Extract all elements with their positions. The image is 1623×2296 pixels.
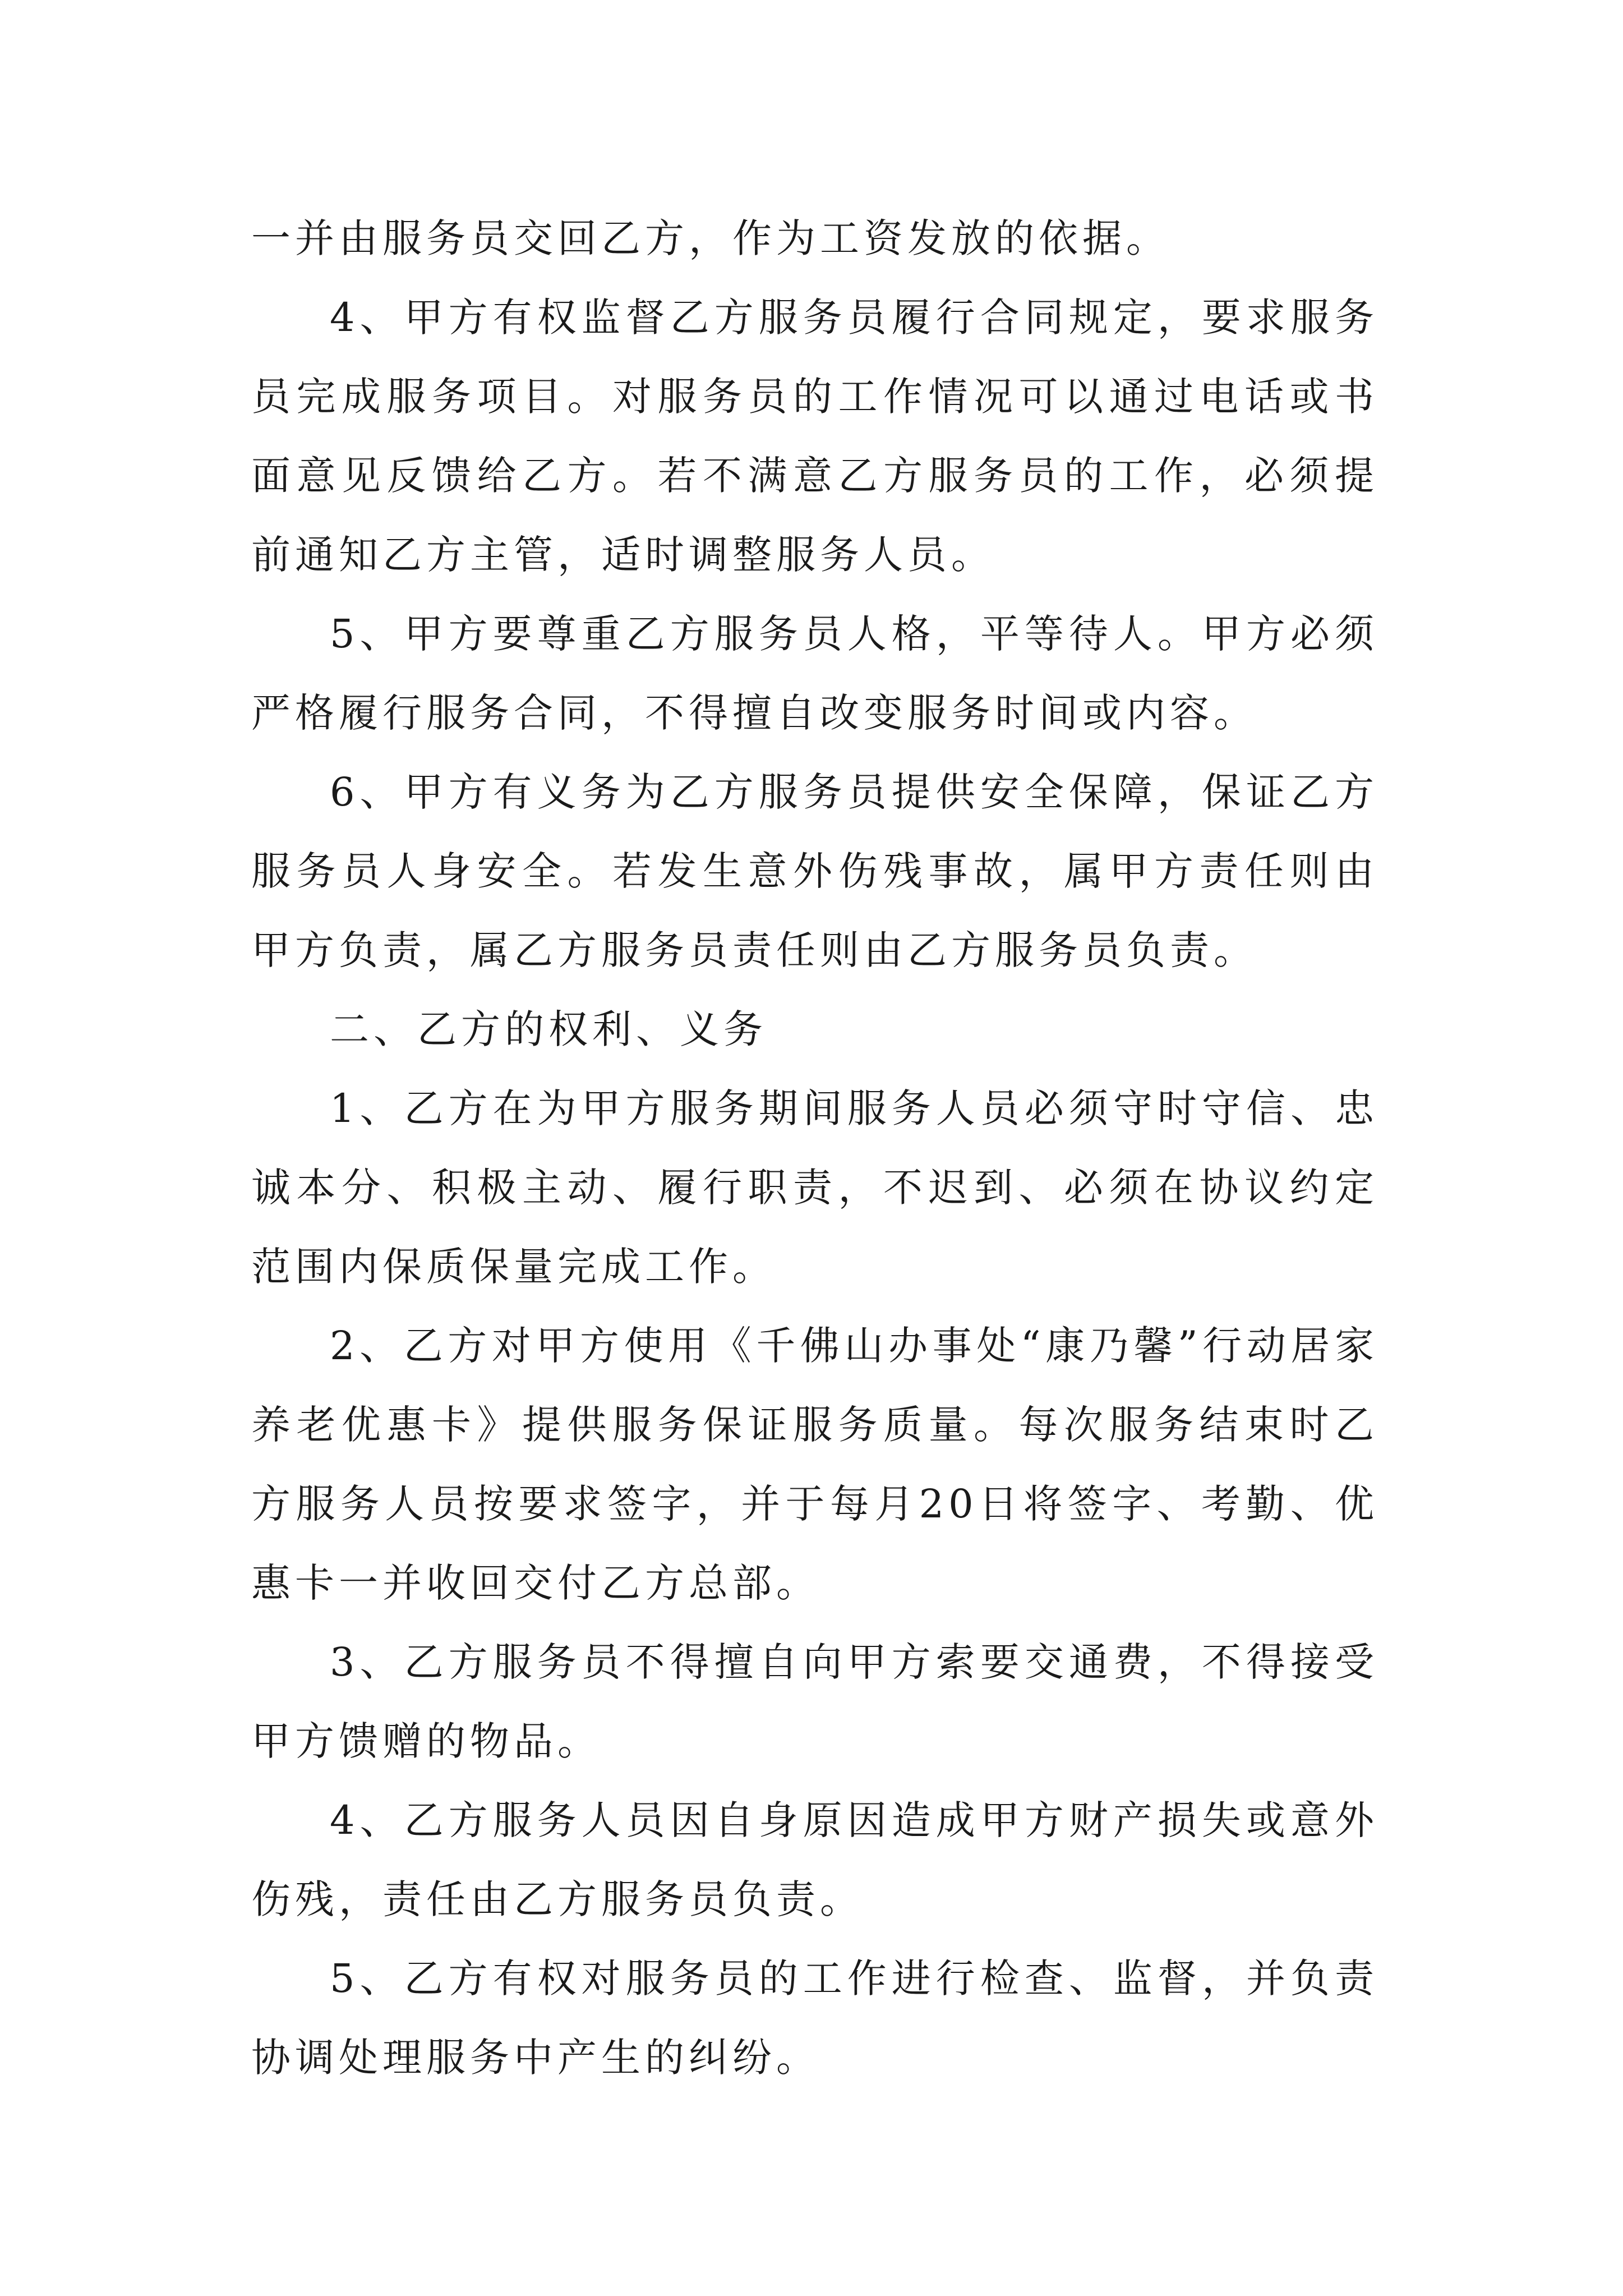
paragraph-party-b-item-2: 2、乙方对甲方使用《千佛山办事处“康乃馨”行动居家养老优惠卡》提供服务保证服务质量。每次服务结束时乙方服务人员按要求签字，并于每月20日将签字、考勤、优惠卡一并收回交付乙方总部。	[251, 1323, 1378, 1606]
paragraph-party-b-item-4: 4、乙方服务人员因自身原因造成甲方财产损失或意外伤残，责任由乙方服务员负责。	[251, 1797, 1378, 1922]
paragraph-party-a-item-4: 4、甲方有权监督乙方服务员履行合同规定，要求服务员完成服务项目。对服务员的工作情况可以通过电话或书面意见反馈给乙方。若不满意乙方服务员的工作，必须提前通知乙方主管，适时调整服务人员。	[251, 295, 1378, 578]
paragraph-party-b-item-3: 3、乙方服务员不得擅自向甲方索要交通费，不得接受甲方馈赠的物品。	[251, 1639, 1378, 1764]
paragraph-continuation: 一并由服务员交回乙方，作为工资发放的依据。	[251, 215, 1170, 261]
paragraph-party-a-item-5: 5、甲方要尊重乙方服务员人格，平等待人。甲方必须严格履行服务合同，不得擅自改变服务时间或内容。	[251, 611, 1378, 736]
paragraph-party-b-item-1: 1、乙方在为甲方服务期间服务人员必须守时守信、忠诚本分、积极主动、履行职责，不迟到、必须在协议约定范围内保质保量完成工作。	[251, 1085, 1378, 1290]
document-body	[251, 199, 1378, 2097]
section-heading-party-b: 二、乙方的权利、义务	[330, 1006, 767, 1052]
paragraph-party-b-item-5: 5、乙方有权对服务员的工作进行检查、监督，并负责协调处理服务中产生的纠纷。	[251, 1955, 1378, 2081]
paragraph-party-a-item-6: 6、甲方有义务为乙方服务员提供安全保障，保证乙方服务员人身安全。若发生意外伤残事故，属甲方责任则由甲方负责，属乙方服务员责任则由乙方服务员负责。	[251, 769, 1378, 973]
